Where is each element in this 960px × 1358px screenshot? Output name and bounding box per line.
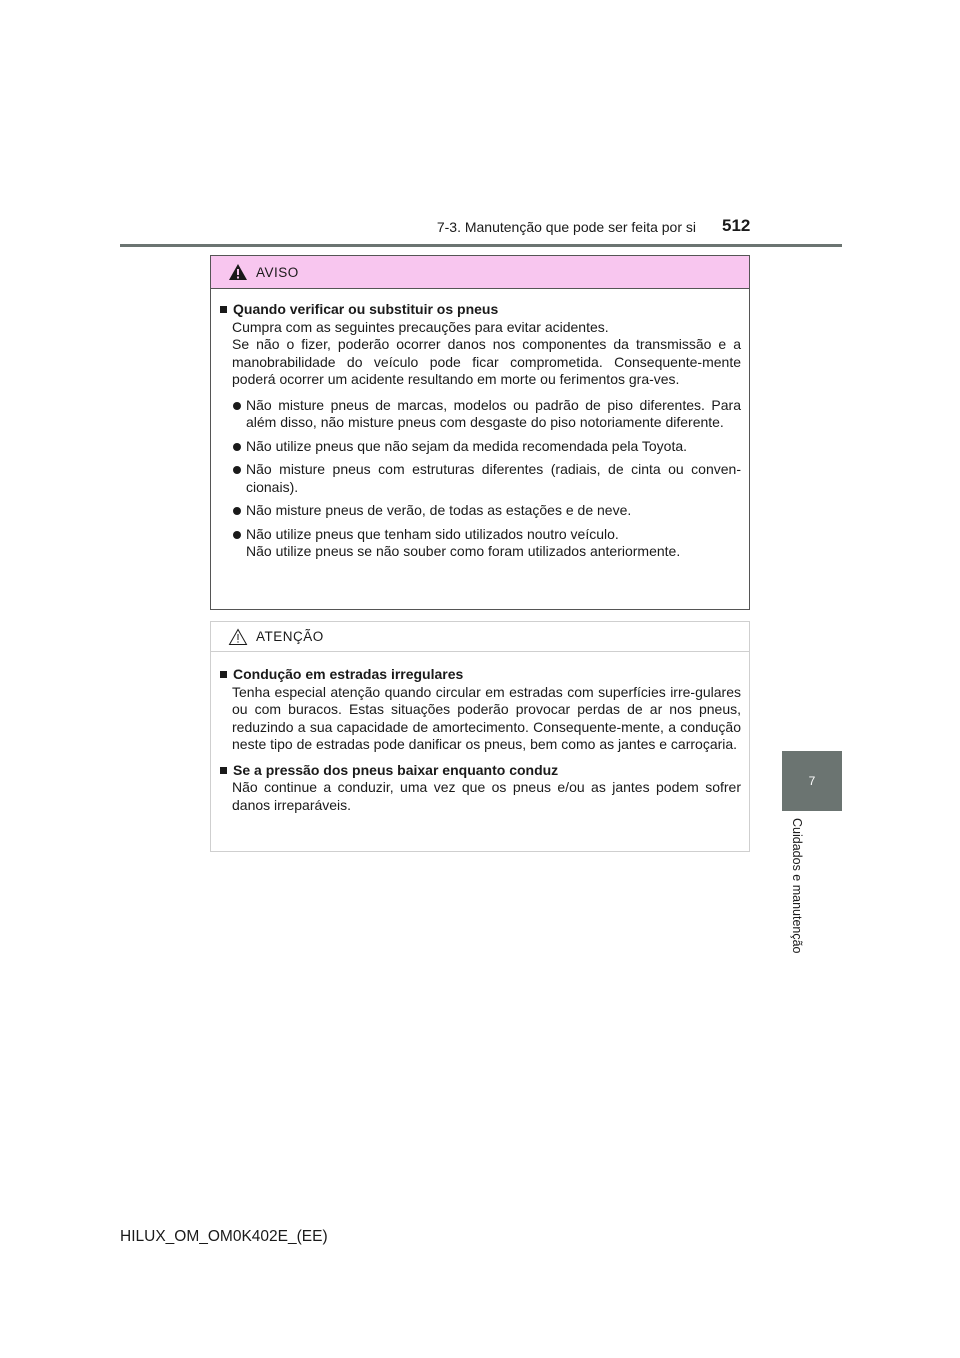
round-bullet-icon xyxy=(233,443,241,451)
warning-body xyxy=(211,289,749,561)
warning-box xyxy=(210,255,750,610)
chapter-label-text: Cuidados e manutenção xyxy=(790,818,804,954)
document-id: HILUX_OM_OM0K402E_(EE) xyxy=(120,1228,328,1245)
caution-section-text: Tenha especial atenção quando circular em estradas com superfícies irre-gulares ou com buracos. Estas situações poderão provocar perdas de ar nos pneus, reduzindo a sua capacidade de amortecimento. Consequente-mente, a condução neste tipo de estradas pode danificar os pneus, bem como as jantes e carroçaria. xyxy=(232,683,741,752)
warning-filled-triangle-icon xyxy=(228,263,248,281)
warning-header xyxy=(211,256,749,289)
caution-box xyxy=(210,621,750,852)
caution-header xyxy=(211,622,749,652)
round-bullet-icon xyxy=(233,507,241,515)
warning-paragraph-line: Cumpra com as seguintes precauções para evitar acidentes. xyxy=(232,318,609,335)
header-rule xyxy=(120,244,842,247)
warning-title: AVISO xyxy=(256,264,299,280)
list-item: Não utilize pneus que tenham sido utilizados noutro veículo. Não utilize pneus se não souber como foram utilizados anteriormente. xyxy=(219,526,741,561)
header-section-title: 7-3. Manutenção que pode ser feita por si xyxy=(436,219,696,235)
caution-title: ATENÇÃO xyxy=(256,629,324,644)
caution-section-text: Não continue a conduzir, uma vez que os pneus e/ou as jantes podem sofrer danos irreparáveis. xyxy=(232,779,741,813)
chapter-label xyxy=(782,818,812,990)
square-bullet-icon xyxy=(220,671,227,678)
caution-section-title: Se a pressão dos pneus baixar enquanto conduz xyxy=(219,762,741,780)
caution-section-title: Condução em estradas irregulares xyxy=(219,666,741,684)
round-bullet-icon xyxy=(233,402,241,410)
list-item: Não misture pneus com estruturas diferentes (radiais, de cinta ou conven-cionais). xyxy=(219,461,741,496)
caution-outline-triangle-icon xyxy=(228,628,248,646)
chapter-tab-number: 7 xyxy=(808,774,816,788)
warning-section-title: Quando verificar ou substituir os pneus xyxy=(219,301,741,319)
square-bullet-icon xyxy=(220,306,227,313)
round-bullet-icon xyxy=(233,531,241,539)
page-number: 512 xyxy=(722,216,751,235)
warning-paragraph-line: Se não o fizer, poderão ocorrer danos nos componentes da transmissão e a manobrabilidade do veículo pode ficar comprometida. Consequente-mente poderá ocorrer um acidente resultando em morte ou ferimentos gra-ves. xyxy=(232,336,741,387)
square-bullet-icon xyxy=(220,767,227,774)
round-bullet-icon xyxy=(233,466,241,474)
chapter-tab[interactable] xyxy=(782,751,842,811)
list-item: Não utilize pneus que não sejam da medida recomendada pela Toyota. xyxy=(219,438,741,456)
list-item: Não misture pneus de marcas, modelos ou padrão de piso diferentes. Para além disso, não misture pneus com desgaste do piso notoriamente diferente. xyxy=(219,397,741,432)
list-item: Não misture pneus de verão, de todas as estações e de neve. xyxy=(219,502,741,520)
caution-body xyxy=(211,652,749,814)
